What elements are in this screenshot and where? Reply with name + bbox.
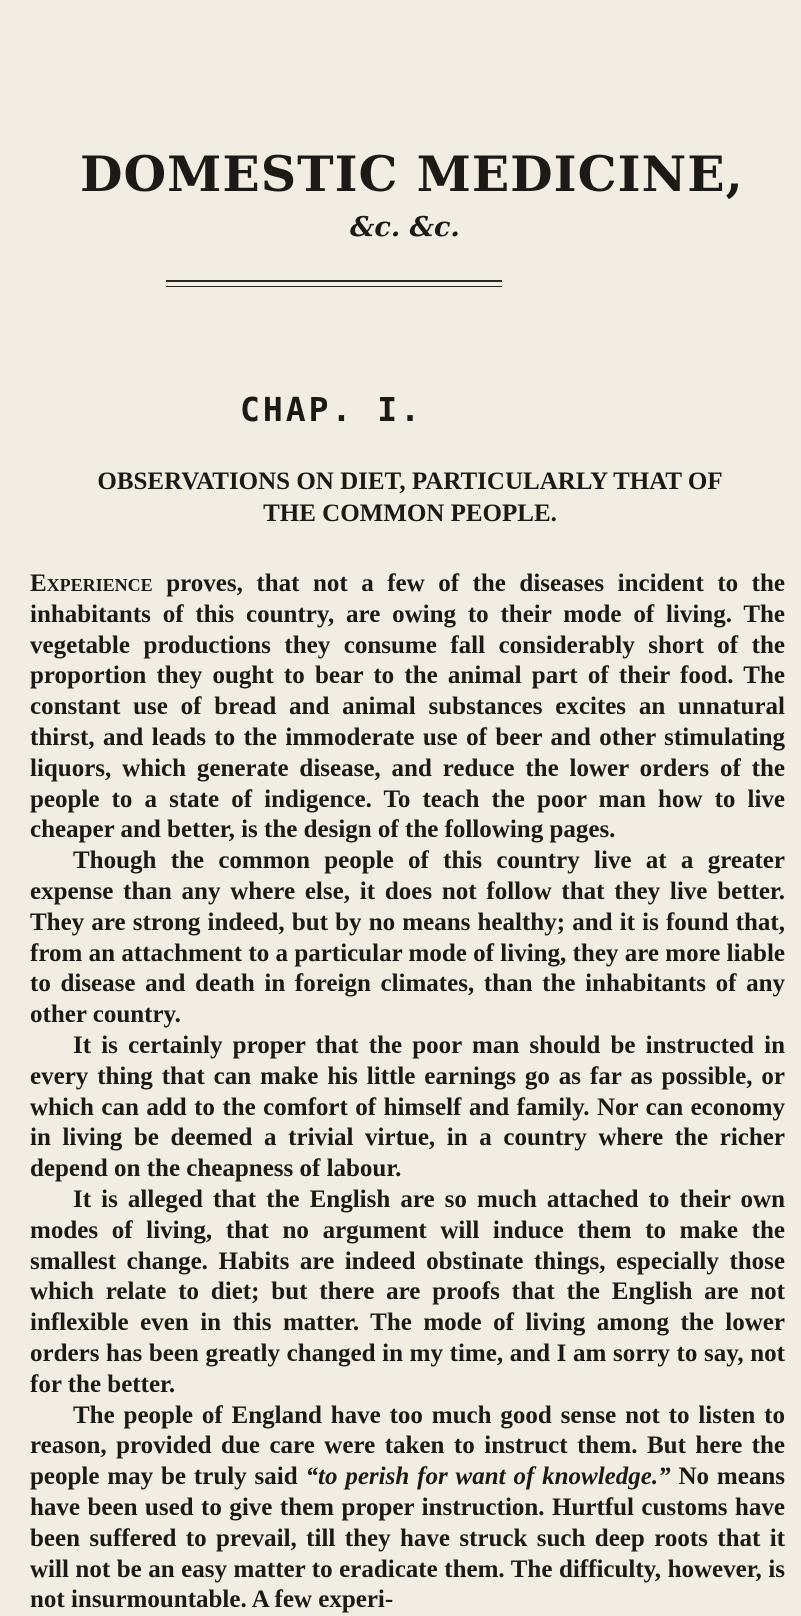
paragraph: Though the common people of this country live at a greater expense than any where else, it does not follow that they live better. They are strong indeed, but by no means healthy; and it is found that, from an attachment to a particular mode of living, they are more liable to disease and death in foreign climates, than the inhabitants of any other country. xyxy=(30,847,785,1029)
lead-word: Experience xyxy=(30,570,153,597)
body-text xyxy=(30,569,785,1616)
quotation: “to perish for want of knowledge.” xyxy=(305,1463,671,1491)
paragraph-text: No means have been used to give them proper instruction. Hurtful customs have been suffered to prevail, till they have struck such deep roots that it will not be an easy matter to eradicate them. The difficulty, however, is not insurmountable. A few experi- xyxy=(30,1463,785,1614)
chapter-heading xyxy=(30,466,790,530)
heading-line-2: THE COMMON PEOPLE. xyxy=(263,500,557,527)
chapter-number: CHAP. I. xyxy=(240,390,423,429)
paragraph-text: proves, that not a few of the diseases incident to the inhabitants of this country, are owing to their mode of living. The vegetable productions they consume fall considerably short of the proportion they ought to bear to the animal part of their food. The constant use of bread and animal substances excites an unnatural thirst, and leads to the immoderate use of beer and other stimulating liquors, which generate disease, and reduce the lower orders of the people to a state of indigence. To teach the poor man how to live cheaper and better, is the design of the following pages. xyxy=(30,570,785,844)
paragraph-text: The people of England have too much good sense not to listen to reason, provided due care were taken to instruct them. But here the people may be truly said xyxy=(30,1401,785,1491)
page-subtitle: &c. &c. xyxy=(350,212,460,243)
page-title: DOMESTIC MEDICINE, xyxy=(80,145,744,203)
paragraph xyxy=(30,1401,785,1616)
paragraph: It is alleged that the English are so much attached to their own modes of living, that no argument will induce them to make the smallest change. Habits are indeed obstinate things, especially those which relate to diet; but there are proofs that the English are not inflexible even in this matter. The mode of living among the lower orders has been greatly changed in my time, and I am sorry to say, not for the better. xyxy=(30,1185,785,1398)
paragraph: It is certainly proper that the poor man should be instructed in every thing that can make his little earnings go as far as possible, or which can add to the comfort of himself and family. Nor can economy in living be deemed a trivial virtue, in a country where the richer depend on the cheapness of labour. xyxy=(30,1031,785,1183)
paragraph xyxy=(30,569,785,846)
title-rule xyxy=(166,280,502,287)
heading-line-1: OBSERVATIONS ON DIET, PARTICULARLY THAT OF xyxy=(97,468,723,495)
